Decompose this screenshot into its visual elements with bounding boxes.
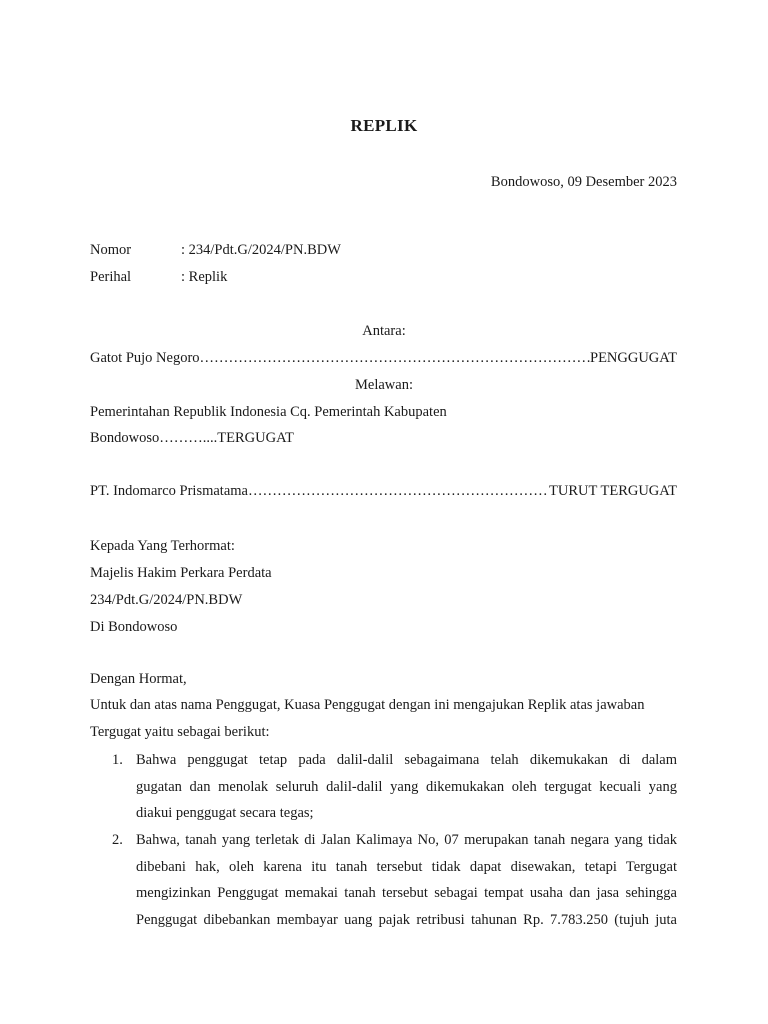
place-date: Bondowoso, 09 Desember 2023 [490,174,677,190]
intro-line-2: Tergugat yaitu sebagai berikut: [90,724,270,740]
nomor-label: Nomor [90,242,132,258]
melawan-heading: Melawan: [355,377,413,393]
list-item-line: diakui penggugat secara tegas; [136,805,314,821]
address-line-3: 234/Pdt.G/2024/PN.BDW [90,592,243,608]
nomor-value: : 234/Pdt.G/2024/PN.BDW [181,242,341,258]
list-item-line: Bahwa, tanah yang terletak di Jalan Kalimaya No, 07 merupakan tanah negara yang tidak [136,832,677,848]
list-item-number: 2. [112,832,123,848]
antara-heading: Antara: [362,323,406,339]
list-item-line: Bahwa penggugat tetap pada dalil-dalil sebagaimana telah dikemukakan di dalam [136,752,677,768]
greeting: Dengan Hormat, [90,671,187,687]
party-turut-tergugat-line [90,483,677,500]
party-tergugat-line2: Bondowoso………....TERGUGAT [90,430,294,446]
intro-line-1: Untuk dan atas nama Penggugat, Kuasa Penggugat dengan ini mengajukan Replik atas jawaban [90,697,645,713]
list-item-line: Penggugat dibebankan membayar uang pajak retribusi tahunan Rp. 7.783.250 (tujuh juta [136,912,677,928]
list-item-line: gugatan dan menolak seluruh dalil-dalil yang dikemukakan oleh tergugat kecuali yang [136,779,677,795]
list-item-line: dibebani hak, oleh karena itu tanah tersebut tidak dapat disewakan, tetapi Tergugat [136,859,677,875]
dot-leader [200,350,590,367]
list-item-number: 1. [112,752,123,768]
address-line-4: Di Bondowoso [90,619,178,635]
party-penggugat-line [90,350,677,367]
dot-leader [248,483,549,500]
perihal-label: Perihal [90,269,132,285]
perihal-value: : Replik [181,269,228,285]
party-tergugat-line1: Pemerintahan Republik Indonesia Cq. Pemerintah Kabupaten [90,404,447,420]
list-item-line: mengizinkan Penggugat memakai tanah tersebut sebagai tempat usaha dan jasa sehingga [136,885,677,901]
party-penggugat-role: PENGGUGAT [590,350,677,366]
party-penggugat-name: Gatot Pujo Negoro [90,350,200,366]
address-line-1: Kepada Yang Terhormat: [90,538,235,554]
party-turut-tergugat-name: PT. Indomarco Prismatama [90,483,248,499]
document-title: REPLIK [350,116,418,135]
party-turut-tergugat-role: TURUT TERGUGAT [549,483,677,499]
address-line-2: Majelis Hakim Perkara Perdata [90,565,272,581]
